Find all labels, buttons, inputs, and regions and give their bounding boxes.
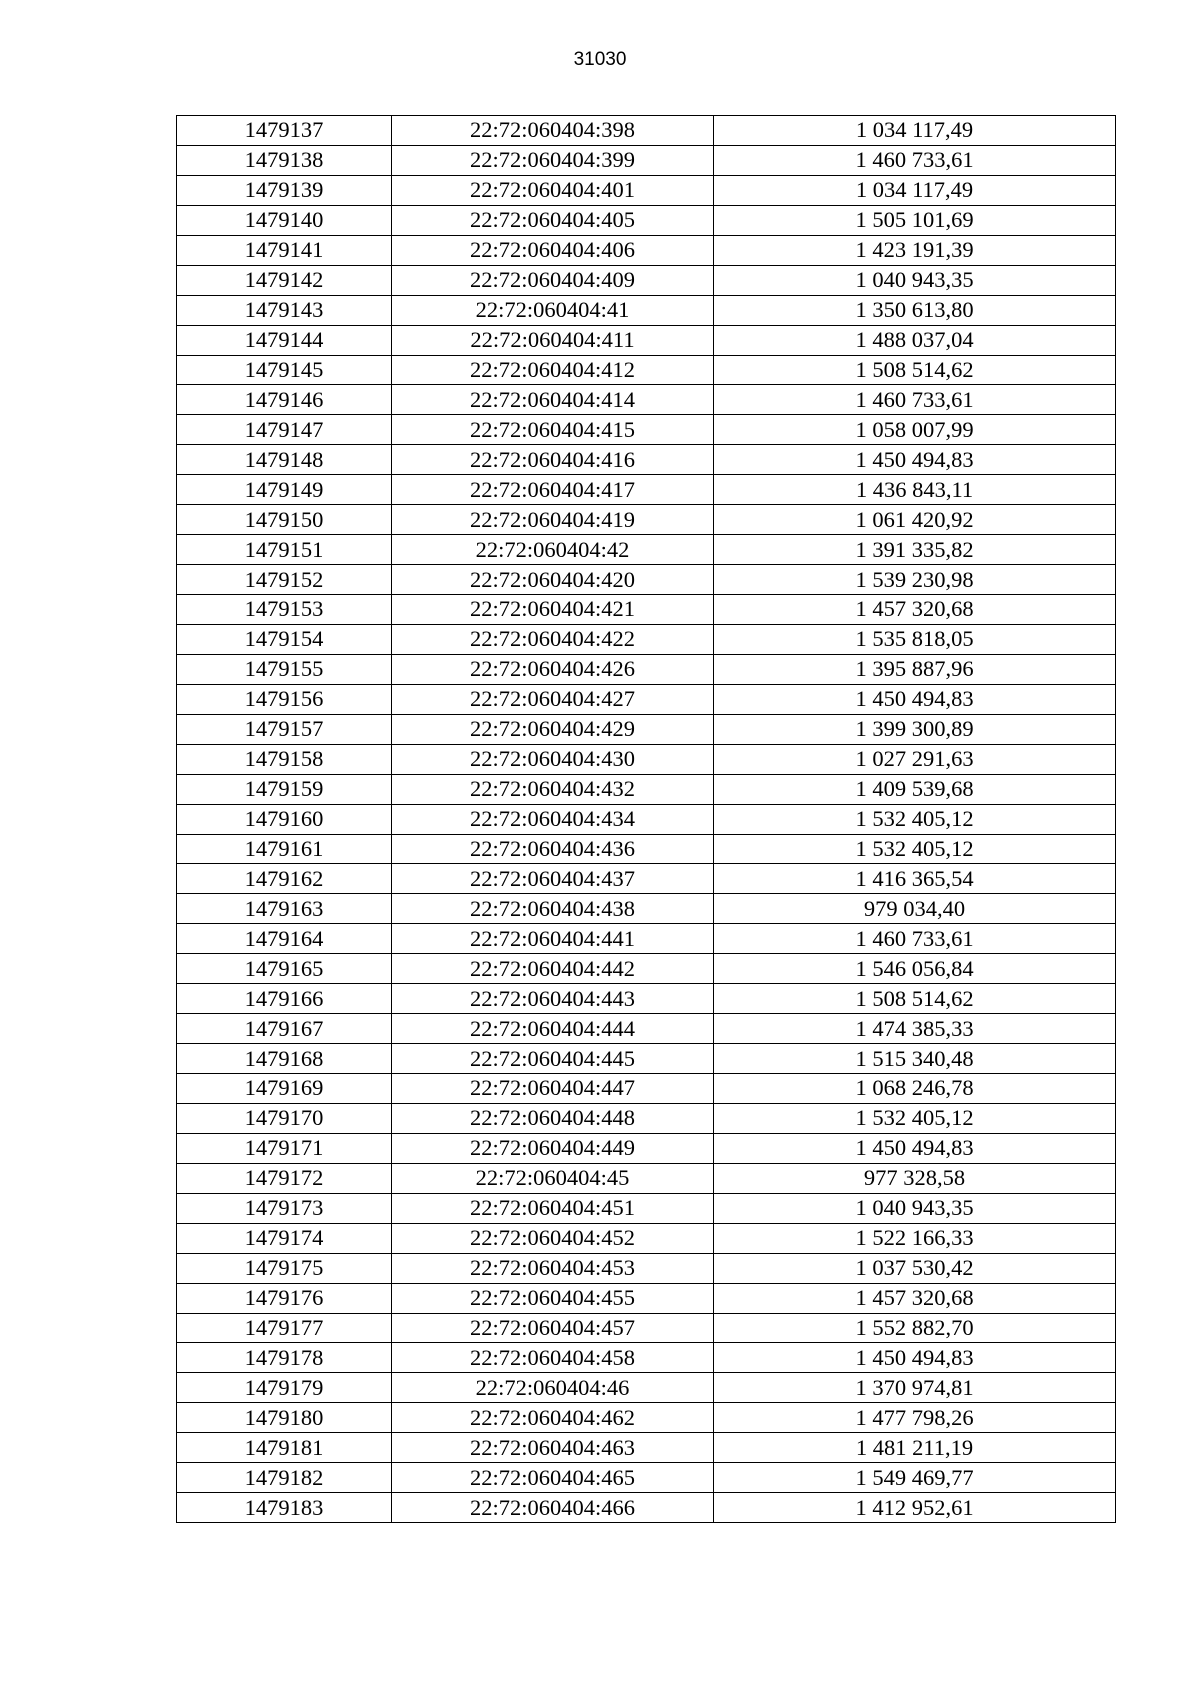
- cadastral-value-cell: 1 505 101,69: [714, 205, 1116, 235]
- cadastral-number-cell: 22:72:060404:447: [392, 1074, 714, 1104]
- cadastral-number-cell: 22:72:060404:458: [392, 1343, 714, 1373]
- cadastral-value-cell: 1 068 246,78: [714, 1074, 1116, 1104]
- cadastral-value-cell: 1 460 733,61: [714, 924, 1116, 954]
- row-number-cell: 1479175: [177, 1253, 392, 1283]
- table-row: [177, 714, 1116, 744]
- table-row: [177, 505, 1116, 535]
- cadastral-value-cell: 1 061 420,92: [714, 505, 1116, 535]
- cadastral-value-cell: 1 399 300,89: [714, 714, 1116, 744]
- cadastral-value-cell: 1 508 514,62: [714, 984, 1116, 1014]
- row-number-cell: 1479148: [177, 445, 392, 475]
- table-row: [177, 445, 1116, 475]
- table-row: [177, 1074, 1116, 1104]
- cadastral-value-cell: 1 037 530,42: [714, 1253, 1116, 1283]
- cadastral-value-cell: 1 416 365,54: [714, 864, 1116, 894]
- cadastral-value-cell: 1 450 494,83: [714, 684, 1116, 714]
- cadastral-number-cell: 22:72:060404:420: [392, 565, 714, 595]
- row-number-cell: 1479179: [177, 1373, 392, 1403]
- table-row: [177, 1133, 1116, 1163]
- table-row: [177, 624, 1116, 654]
- table-row: [177, 804, 1116, 834]
- cadastral-number-cell: 22:72:060404:441: [392, 924, 714, 954]
- table-row: [177, 415, 1116, 445]
- row-number-cell: 1479139: [177, 175, 392, 205]
- cadastral-value-cell: 1 040 943,35: [714, 265, 1116, 295]
- table-row: [177, 325, 1116, 355]
- cadastral-value-cell: 1 436 843,11: [714, 475, 1116, 505]
- cadastral-number-cell: 22:72:060404:438: [392, 894, 714, 924]
- row-number-cell: 1479158: [177, 744, 392, 774]
- table-row: [177, 205, 1116, 235]
- cadastral-number-cell: 22:72:060404:449: [392, 1133, 714, 1163]
- table-row: [177, 175, 1116, 205]
- row-number-cell: 1479181: [177, 1433, 392, 1463]
- cadastral-value-cell: 1 450 494,83: [714, 1133, 1116, 1163]
- table-row: [177, 1253, 1116, 1283]
- table-row: [177, 355, 1116, 385]
- cadastral-value-cell: 1 370 974,81: [714, 1373, 1116, 1403]
- cadastral-number-cell: 22:72:060404:434: [392, 804, 714, 834]
- row-number-cell: 1479182: [177, 1463, 392, 1493]
- cadastral-number-cell: 22:72:060404:421: [392, 595, 714, 625]
- row-number-cell: 1479159: [177, 774, 392, 804]
- row-number-cell: 1479171: [177, 1133, 392, 1163]
- cadastral-number-cell: 22:72:060404:445: [392, 1044, 714, 1074]
- table-row: [177, 894, 1116, 924]
- cadastral-value-cell: 1 034 117,49: [714, 116, 1116, 146]
- cadastral-number-cell: 22:72:060404:46: [392, 1373, 714, 1403]
- row-number-cell: 1479161: [177, 834, 392, 864]
- cadastral-number-cell: 22:72:060404:406: [392, 235, 714, 265]
- table-row: [177, 654, 1116, 684]
- row-number-cell: 1479149: [177, 475, 392, 505]
- row-number-cell: 1479180: [177, 1403, 392, 1433]
- cadastral-number-cell: 22:72:060404:463: [392, 1433, 714, 1463]
- cadastral-number-cell: 22:72:060404:417: [392, 475, 714, 505]
- table-row: [177, 1193, 1116, 1223]
- row-number-cell: 1479145: [177, 355, 392, 385]
- row-number-cell: 1479178: [177, 1343, 392, 1373]
- row-number-cell: 1479146: [177, 385, 392, 415]
- cadastral-number-cell: 22:72:060404:398: [392, 116, 714, 146]
- row-number-cell: 1479170: [177, 1103, 392, 1133]
- row-number-cell: 1479166: [177, 984, 392, 1014]
- cadastral-number-cell: 22:72:060404:401: [392, 175, 714, 205]
- row-number-cell: 1479162: [177, 864, 392, 894]
- cadastral-value-cell: 1 457 320,68: [714, 595, 1116, 625]
- row-number-cell: 1479163: [177, 894, 392, 924]
- cadastral-value-cell: 1 040 943,35: [714, 1193, 1116, 1223]
- cadastral-number-cell: 22:72:060404:448: [392, 1103, 714, 1133]
- cadastral-value-cell: 1 460 733,61: [714, 385, 1116, 415]
- cadastral-number-cell: 22:72:060404:442: [392, 954, 714, 984]
- cadastral-number-cell: 22:72:060404:444: [392, 1014, 714, 1044]
- table-row: [177, 235, 1116, 265]
- cadastral-number-cell: 22:72:060404:452: [392, 1223, 714, 1253]
- table-row: [177, 984, 1116, 1014]
- table-row: [177, 684, 1116, 714]
- row-number-cell: 1479142: [177, 265, 392, 295]
- cadastral-number-cell: 22:72:060404:411: [392, 325, 714, 355]
- cadastral-number-cell: 22:72:060404:41: [392, 295, 714, 325]
- table-row: [177, 1163, 1116, 1193]
- cadastral-value-cell: 1 450 494,83: [714, 445, 1116, 475]
- row-number-cell: 1479173: [177, 1193, 392, 1223]
- row-number-cell: 1479183: [177, 1493, 392, 1523]
- cadastral-value-cell: 1 508 514,62: [714, 355, 1116, 385]
- cadastral-value-cell: 1 532 405,12: [714, 834, 1116, 864]
- table-row: [177, 924, 1116, 954]
- table-row: [177, 535, 1116, 565]
- row-number-cell: 1479172: [177, 1163, 392, 1193]
- cadastral-number-cell: 22:72:060404:412: [392, 355, 714, 385]
- cadastral-value-cell: 1 450 494,83: [714, 1343, 1116, 1373]
- row-number-cell: 1479160: [177, 804, 392, 834]
- cadastral-number-cell: 22:72:060404:432: [392, 774, 714, 804]
- table-row: [177, 1044, 1116, 1074]
- cadastral-value-cell: 1 515 340,48: [714, 1044, 1116, 1074]
- row-number-cell: 1479156: [177, 684, 392, 714]
- cadastral-value-cell: 1 460 733,61: [714, 145, 1116, 175]
- table-row: [177, 744, 1116, 774]
- cadastral-value-cell: 1 477 798,26: [714, 1403, 1116, 1433]
- row-number-cell: 1479144: [177, 325, 392, 355]
- row-number-cell: 1479151: [177, 535, 392, 565]
- table-row: [177, 1433, 1116, 1463]
- cadastral-number-cell: 22:72:060404:45: [392, 1163, 714, 1193]
- cadastral-number-cell: 22:72:060404:416: [392, 445, 714, 475]
- cadastral-value-cell: 1 395 887,96: [714, 654, 1116, 684]
- cadastral-value-cell: 1 423 191,39: [714, 235, 1116, 265]
- cadastral-number-cell: 22:72:060404:436: [392, 834, 714, 864]
- row-number-cell: 1479167: [177, 1014, 392, 1044]
- cadastral-value-cell: 977 328,58: [714, 1163, 1116, 1193]
- cadastral-value-cell: 979 034,40: [714, 894, 1116, 924]
- cadastral-number-cell: 22:72:060404:415: [392, 415, 714, 445]
- cadastral-value-cell: 1 058 007,99: [714, 415, 1116, 445]
- row-number-cell: 1479150: [177, 505, 392, 535]
- cadastral-value-cell: 1 457 320,68: [714, 1283, 1116, 1313]
- cadastral-number-cell: 22:72:060404:429: [392, 714, 714, 744]
- table-row: [177, 954, 1116, 984]
- row-number-cell: 1479177: [177, 1313, 392, 1343]
- cadastral-number-cell: 22:72:060404:443: [392, 984, 714, 1014]
- cadastral-value-cell: 1 552 882,70: [714, 1313, 1116, 1343]
- cadastral-value-cell: 1 522 166,33: [714, 1223, 1116, 1253]
- cadastral-number-cell: 22:72:060404:426: [392, 654, 714, 684]
- row-number-cell: 1479174: [177, 1223, 392, 1253]
- cadastral-number-cell: 22:72:060404:457: [392, 1313, 714, 1343]
- cadastral-value-cell: 1 488 037,04: [714, 325, 1116, 355]
- cadastral-number-cell: 22:72:060404:453: [392, 1253, 714, 1283]
- cadastral-number-cell: 22:72:060404:422: [392, 624, 714, 654]
- table-row: [177, 1403, 1116, 1433]
- page-number: 31030: [573, 49, 627, 70]
- row-number-cell: 1479154: [177, 624, 392, 654]
- cadastral-number-cell: 22:72:060404:399: [392, 145, 714, 175]
- cadastral-number-cell: 22:72:060404:414: [392, 385, 714, 415]
- cadastral-value-cell: 1 350 613,80: [714, 295, 1116, 325]
- table-row: [177, 145, 1116, 175]
- table-row: [177, 595, 1116, 625]
- cadastral-value-cell: 1 034 117,49: [714, 175, 1116, 205]
- cadastral-number-cell: 22:72:060404:409: [392, 265, 714, 295]
- table-row: [177, 116, 1116, 146]
- cadastral-number-cell: 22:72:060404:462: [392, 1403, 714, 1433]
- row-number-cell: 1479168: [177, 1044, 392, 1074]
- cadastral-number-cell: 22:72:060404:466: [392, 1493, 714, 1523]
- table-body: [177, 116, 1116, 1523]
- table-row: [177, 1373, 1116, 1403]
- table-row: [177, 565, 1116, 595]
- table-row: [177, 1343, 1116, 1373]
- table-row: [177, 1014, 1116, 1044]
- row-number-cell: 1479176: [177, 1283, 392, 1313]
- row-number-cell: 1479143: [177, 295, 392, 325]
- table-row: [177, 1103, 1116, 1133]
- cadastral-value-table: [176, 115, 1116, 1523]
- row-number-cell: 1479153: [177, 595, 392, 625]
- cadastral-value-cell: 1 539 230,98: [714, 565, 1116, 595]
- cadastral-number-cell: 22:72:060404:451: [392, 1193, 714, 1223]
- cadastral-number-cell: 22:72:060404:42: [392, 535, 714, 565]
- cadastral-number-cell: 22:72:060404:437: [392, 864, 714, 894]
- cadastral-value-cell: 1 391 335,82: [714, 535, 1116, 565]
- cadastral-value-cell: 1 027 291,63: [714, 744, 1116, 774]
- cadastral-number-cell: 22:72:060404:427: [392, 684, 714, 714]
- row-number-cell: 1479141: [177, 235, 392, 265]
- cadastral-number-cell: 22:72:060404:455: [392, 1283, 714, 1313]
- cadastral-value-cell: 1 409 539,68: [714, 774, 1116, 804]
- table-row: [177, 265, 1116, 295]
- table-row: [177, 834, 1116, 864]
- cadastral-value-cell: 1 532 405,12: [714, 804, 1116, 834]
- cadastral-value-cell: 1 549 469,77: [714, 1463, 1116, 1493]
- cadastral-value-cell: 1 481 211,19: [714, 1433, 1116, 1463]
- cadastral-value-cell: 1 412 952,61: [714, 1493, 1116, 1523]
- cadastral-number-cell: 22:72:060404:465: [392, 1463, 714, 1493]
- cadastral-value-cell: 1 474 385,33: [714, 1014, 1116, 1044]
- cadastral-value-cell: 1 535 818,05: [714, 624, 1116, 654]
- table-row: [177, 864, 1116, 894]
- table-row: [177, 1493, 1116, 1523]
- table-row: [177, 1313, 1116, 1343]
- cadastral-number-cell: 22:72:060404:405: [392, 205, 714, 235]
- table-row: [177, 1223, 1116, 1253]
- row-number-cell: 1479165: [177, 954, 392, 984]
- table-row: [177, 475, 1116, 505]
- row-number-cell: 1479137: [177, 116, 392, 146]
- table-row: [177, 295, 1116, 325]
- cadastral-value-cell: 1 546 056,84: [714, 954, 1116, 984]
- row-number-cell: 1479138: [177, 145, 392, 175]
- table-row: [177, 1283, 1116, 1313]
- table-row: [177, 385, 1116, 415]
- cadastral-value-cell: 1 532 405,12: [714, 1103, 1116, 1133]
- row-number-cell: 1479164: [177, 924, 392, 954]
- table-row: [177, 1463, 1116, 1493]
- table-row: [177, 774, 1116, 804]
- cadastral-number-cell: 22:72:060404:430: [392, 744, 714, 774]
- row-number-cell: 1479140: [177, 205, 392, 235]
- row-number-cell: 1479155: [177, 654, 392, 684]
- cadastral-number-cell: 22:72:060404:419: [392, 505, 714, 535]
- row-number-cell: 1479147: [177, 415, 392, 445]
- row-number-cell: 1479169: [177, 1074, 392, 1104]
- row-number-cell: 1479157: [177, 714, 392, 744]
- row-number-cell: 1479152: [177, 565, 392, 595]
